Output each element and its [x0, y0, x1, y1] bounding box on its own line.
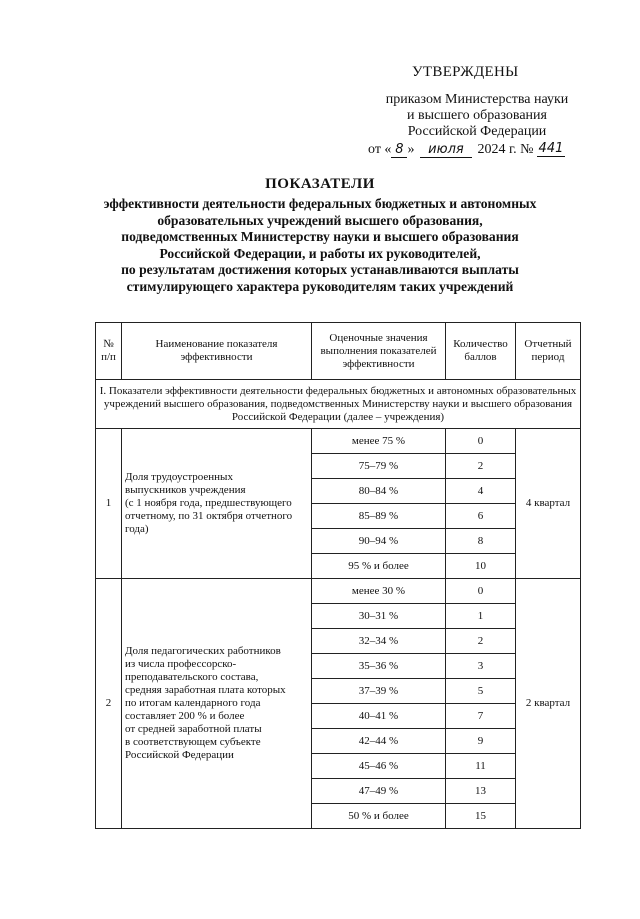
order-line: и высшего образования — [407, 108, 547, 123]
subtitle-line: подведомственных Министерству науки и высшего образования — [121, 229, 519, 245]
header-score: Количество баллов — [446, 323, 516, 380]
assessment-value: 47–49 % — [312, 779, 446, 804]
score-value: 0 — [446, 429, 516, 454]
assessment-value: 75–79 % — [312, 454, 446, 479]
header-period: Отчетный период — [516, 323, 581, 380]
header-indicator-name: Наименование показателя эффективности — [122, 323, 312, 380]
score-value: 7 — [446, 704, 516, 729]
assessment-value: 80–84 % — [312, 479, 446, 504]
order-number-handwritten: 441 — [538, 141, 564, 157]
score-value: 1 — [446, 604, 516, 629]
assessment-value: менее 30 % — [312, 579, 446, 604]
assessment-value: 30–31 % — [312, 604, 446, 629]
indicator-name-line: в соответствующем субъекте — [125, 736, 261, 748]
assessment-value: 32–34 % — [312, 629, 446, 654]
subtitle-line: стимулирующего характера руководителям таких учреждений — [126, 278, 514, 294]
assessment-value: 45–46 % — [312, 754, 446, 779]
assessment-value: 50 % и более — [312, 804, 446, 829]
assessment-value: 95 % и более — [312, 554, 446, 579]
header-assessment-values: Оценочные значения выполнения показателей эффективности — [312, 323, 446, 380]
subtitle-line: образовательных учреждений высшего образования, — [157, 212, 483, 228]
assessment-value: 42–44 % — [312, 729, 446, 754]
subtitle-line: по результатам достижения которых устанавливаются выплаты — [121, 262, 519, 278]
indicator-name-line: составляет 200 % и более — [125, 710, 245, 722]
score-value: 3 — [446, 654, 516, 679]
score-value: 11 — [446, 754, 516, 779]
order-date — [368, 142, 565, 158]
assessment-value: 35–36 % — [312, 654, 446, 679]
indicators-table — [95, 322, 581, 829]
indicator-number: 1 — [96, 429, 122, 579]
indicator-name-line: Доля трудоустроенных — [125, 471, 233, 483]
score-value: 2 — [446, 629, 516, 654]
indicator-name-line: по итогам календарного года — [125, 697, 261, 709]
assessment-value: 90–94 % — [312, 529, 446, 554]
score-value: 0 — [446, 579, 516, 604]
subtitle-line: эффективности деятельности федеральных бюджетных и автономных — [103, 196, 537, 211]
indicator-name-line: выпускников учреждения — [125, 484, 246, 496]
assessment-value: 85–89 % — [312, 504, 446, 529]
indicator-name-line: Российской Федерации — [125, 749, 234, 761]
indicator-name-line: года) — [125, 523, 149, 535]
subtitle-line: Российской Федерации, и работы их руководителей, — [159, 245, 481, 261]
header-number: № п/п — [96, 323, 122, 380]
order-month-handwritten: июля — [420, 143, 472, 158]
date-prefix: от « — [368, 142, 392, 157]
score-value: 10 — [446, 554, 516, 579]
order-line: Российской Федерации — [407, 124, 547, 139]
order-line: приказом Министерства науки — [385, 92, 569, 107]
score-value: 5 — [446, 679, 516, 704]
approved-heading: УТВЕРЖДЕНЫ — [412, 64, 519, 80]
indicator-name — [122, 429, 312, 579]
score-value: 4 — [446, 479, 516, 504]
order-day-handwritten: 8 — [391, 143, 407, 158]
score-value: 8 — [446, 529, 516, 554]
score-value: 2 — [446, 454, 516, 479]
order-year: 2024 г. № — [477, 142, 534, 157]
section-title: I. Показатели эффективности деятельности федеральных бюджетных и автономных образовательных учреждений высшего образования, подведомственных Министерству науки и высшего образования Российской Федерации (далее – учреждения) — [96, 380, 581, 429]
reporting-period: 2 квартал — [516, 579, 581, 829]
score-value: 6 — [446, 504, 516, 529]
score-value: 15 — [446, 804, 516, 829]
date-mid: » — [407, 142, 415, 157]
assessment-value: 37–39 % — [312, 679, 446, 704]
indicator-name-line: преподавательского состава, — [125, 671, 259, 683]
indicator-name-line: из числа профессорско- — [125, 658, 237, 670]
section-row — [96, 380, 581, 429]
indicator-name-line: Доля педагогических работников — [125, 645, 281, 657]
indicator-name-line: от средней заработной платы — [125, 723, 262, 735]
reporting-period: 4 квартал — [516, 429, 581, 579]
score-value: 9 — [446, 729, 516, 754]
indicator-number: 2 — [96, 579, 122, 829]
order-reference — [372, 92, 582, 140]
score-value: 13 — [446, 779, 516, 804]
assessment-value: менее 75 % — [312, 429, 446, 454]
table-row — [96, 429, 581, 454]
indicator-name-line: отчетному, по 31 октября отчетного — [125, 510, 293, 522]
document-subtitle — [60, 196, 580, 296]
table-header-row — [96, 323, 581, 380]
indicator-name — [122, 579, 312, 829]
assessment-value: 40–41 % — [312, 704, 446, 729]
indicator-name-line: (с 1 ноября года, предшествующего — [125, 497, 292, 509]
table-row — [96, 579, 581, 604]
document-title: ПОКАЗАТЕЛИ — [265, 176, 375, 192]
indicator-name-line: средняя заработная плата которых — [125, 684, 286, 696]
